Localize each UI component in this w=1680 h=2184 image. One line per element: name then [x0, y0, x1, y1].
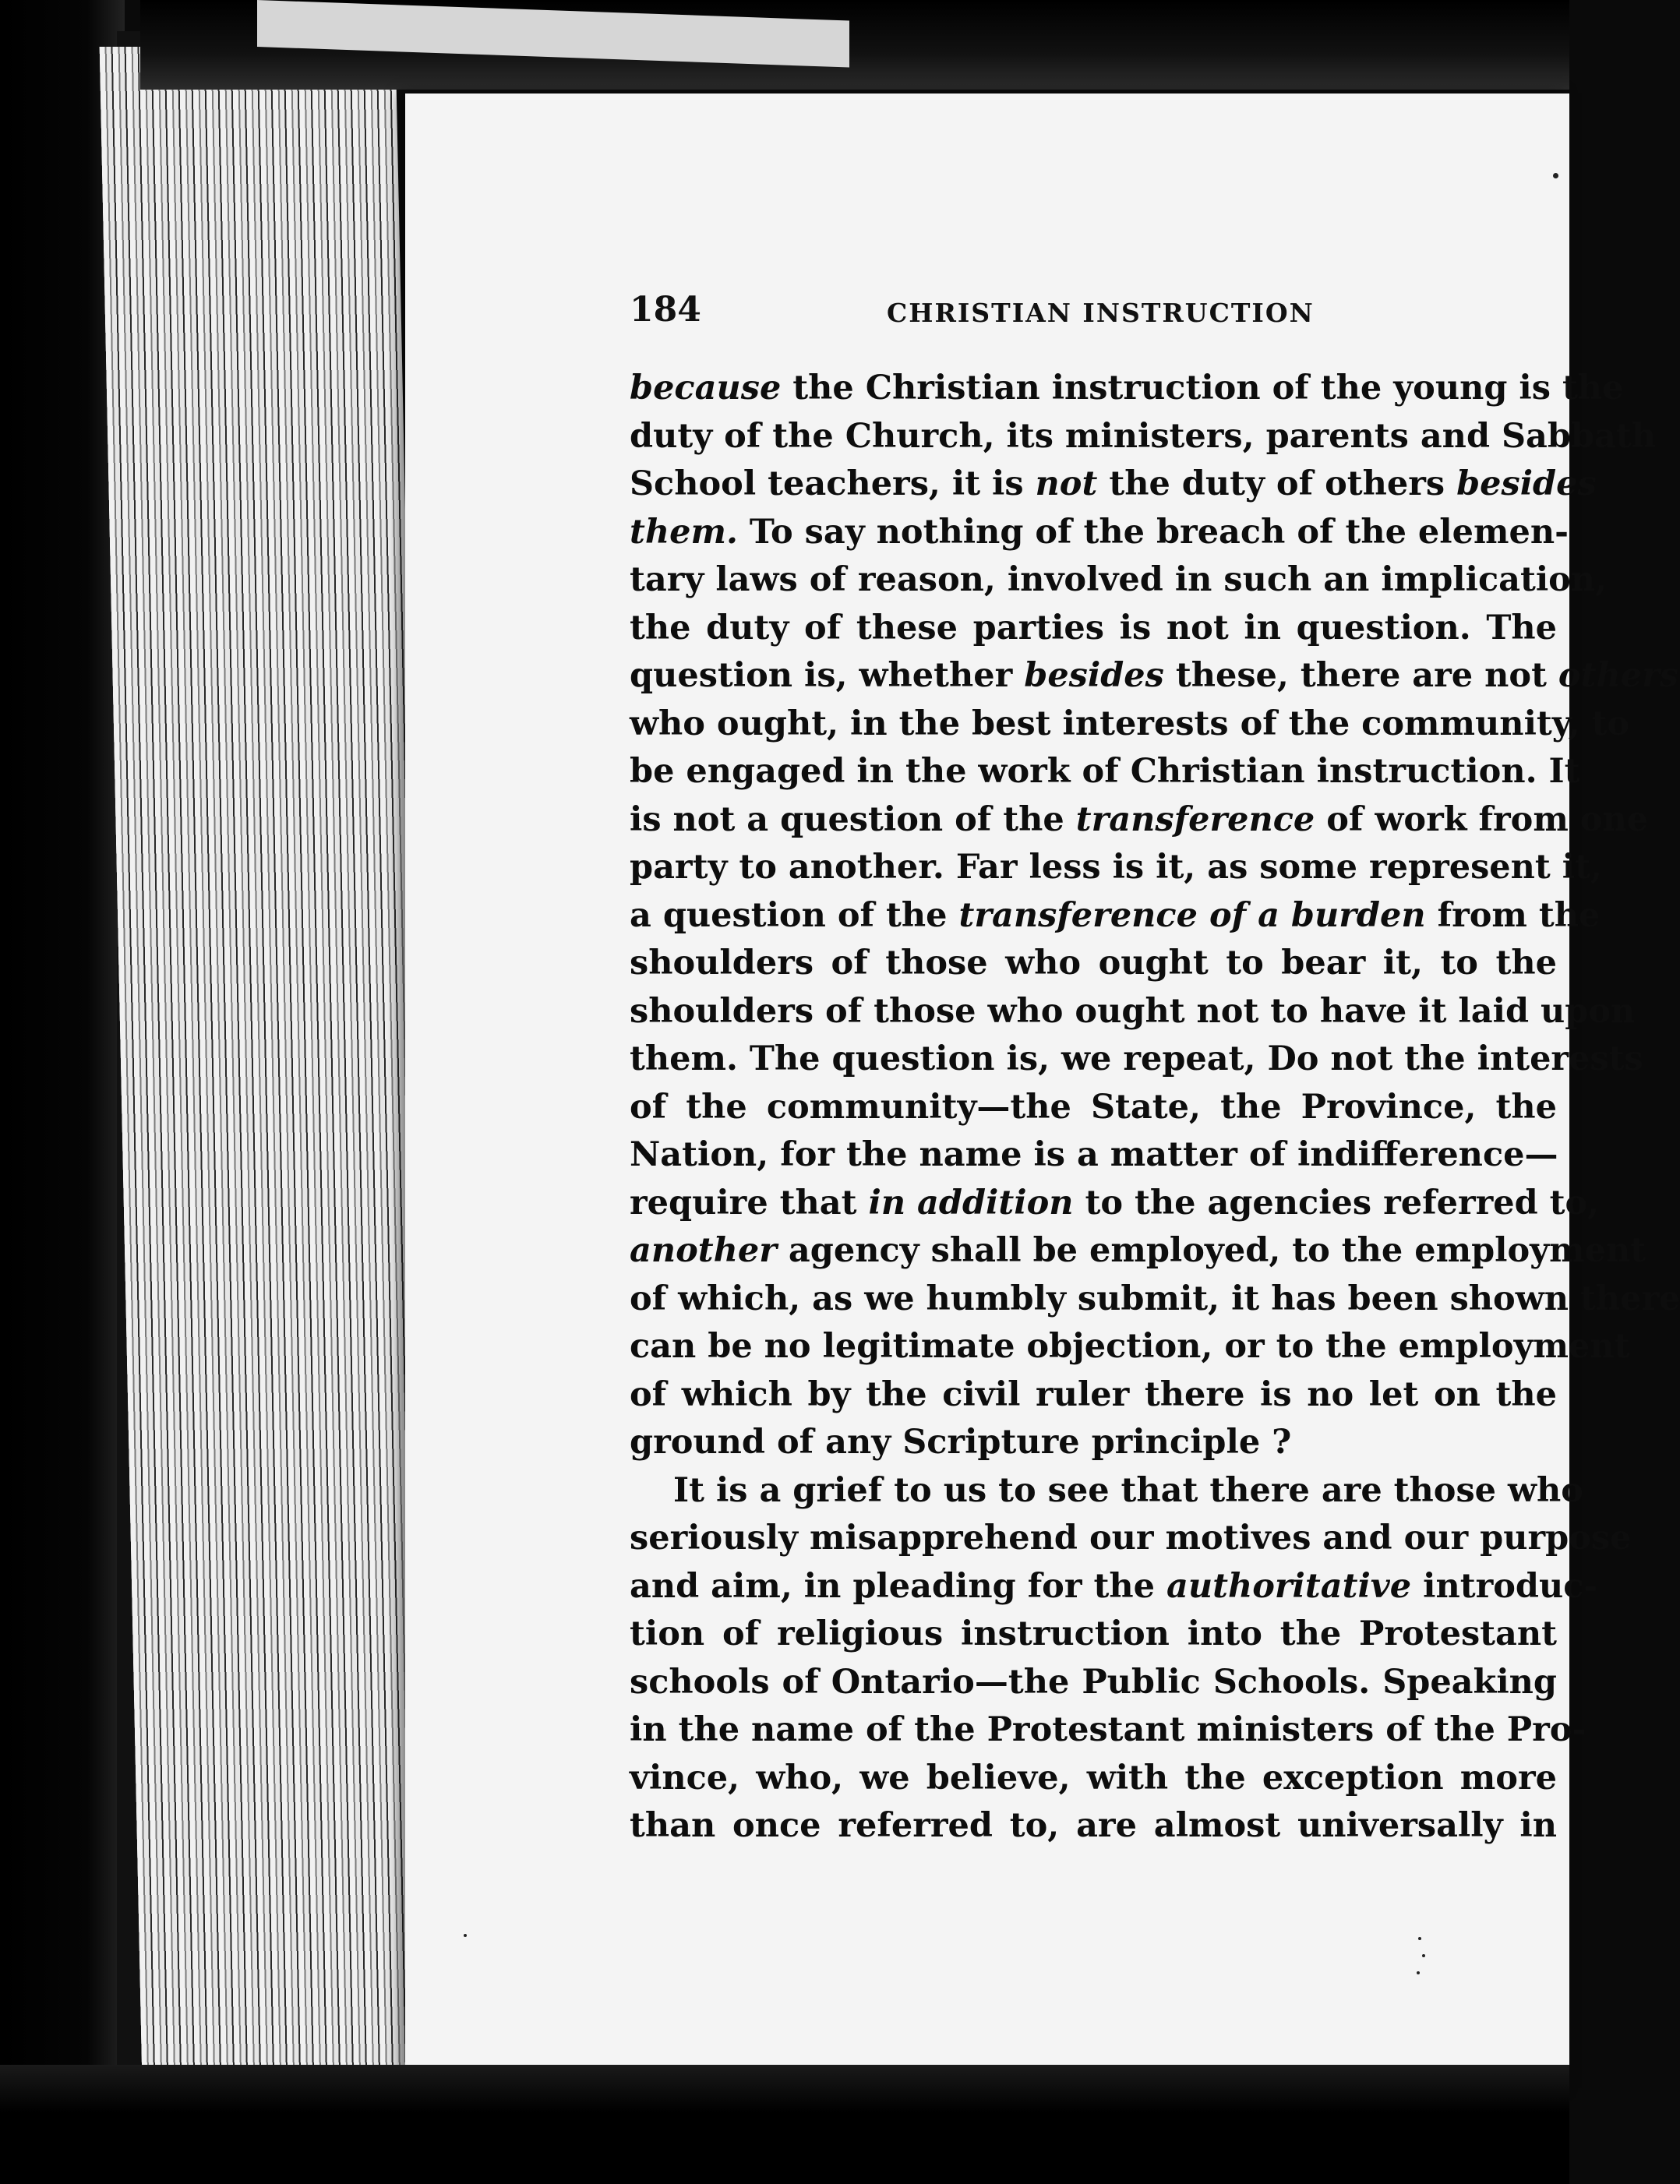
dust-speck — [1422, 1954, 1425, 1957]
italic-text: others — [1558, 656, 1678, 695]
text-segment: agency shall be employed, to the employment — [776, 1231, 1646, 1270]
text-line — [630, 1755, 1557, 1803]
text-segment: who ought, in the best interests of the community, to — [630, 704, 1630, 743]
text-line — [630, 365, 1624, 413]
text-line — [630, 556, 1608, 605]
text-segment: schools of Ontario—the Public Schools. Speaking — [630, 1662, 1557, 1702]
text-segment: be engaged in the work of Christian instruction. It — [630, 752, 1580, 791]
italic-text: in addition — [868, 1183, 1074, 1223]
text-line — [630, 1323, 1630, 1371]
text-line — [630, 1227, 1646, 1275]
text-segment: of which, as we humbly submit, it has been shown there — [630, 1279, 1680, 1318]
text-line — [630, 460, 1597, 509]
dust-speck — [1418, 1937, 1421, 1940]
text-segment: shoulders of those who ought not to have it laid upon — [630, 991, 1636, 1031]
dust-speck — [1417, 1971, 1420, 1974]
text-line — [630, 1802, 1557, 1851]
text-segment: can be no legitimate objection, or to the employment — [630, 1327, 1630, 1366]
text-segment: from the — [1425, 895, 1601, 935]
italic-text: not — [1035, 464, 1098, 503]
italic-text: transference of a burden — [958, 895, 1426, 935]
text-line — [630, 652, 1678, 700]
text-segment: duty of the Church, its ministers, parents and Sabbath — [630, 416, 1657, 456]
italic-text: another — [630, 1231, 777, 1270]
text-line — [630, 1180, 1600, 1228]
text-segment: in the name of the Protestant ministers of the Pro- — [630, 1710, 1586, 1749]
text-segment: tary laws of reason, involved in such an implication, — [630, 560, 1608, 599]
text-line — [630, 844, 1602, 892]
text-line — [630, 1467, 1583, 1515]
text-segment: them. The question is, we repeat, Do not the interests — [630, 1039, 1643, 1078]
text-segment: question is, whether — [630, 656, 1025, 695]
text-line — [630, 1706, 1586, 1755]
text-line — [630, 1371, 1557, 1420]
italic-text: besides — [1456, 464, 1597, 503]
italic-text: because — [630, 369, 782, 408]
text-line — [630, 700, 1630, 749]
body-text — [630, 365, 1680, 1851]
text-segment: the duty of others — [1097, 464, 1457, 503]
text-segment: vince, who, we believe, with the exception more — [630, 1758, 1557, 1798]
text-line — [630, 1131, 1557, 1180]
text-segment: To say nothing of the breach of the elemen- — [737, 512, 1569, 552]
text-segment: a question of the — [630, 895, 959, 935]
text-line — [630, 1036, 1643, 1084]
text-line — [630, 413, 1657, 461]
text-line — [630, 509, 1569, 557]
text-segment: and aim, in pleading for the — [630, 1566, 1166, 1606]
text-segment: It is a grief to us to see that there are those who — [673, 1470, 1583, 1510]
page-number: 184 — [630, 290, 701, 330]
italic-text: authoritative — [1166, 1566, 1412, 1606]
italic-text: besides — [1024, 656, 1164, 695]
text-segment: is not a question of the — [630, 799, 1076, 839]
text-segment: than once referred to, are almost universally in — [630, 1806, 1557, 1845]
running-head: CHRISTIAN INSTRUCTION — [887, 298, 1315, 328]
text-line — [630, 605, 1557, 653]
text-segment: party to another. Far less is it, as some represent it, — [630, 848, 1602, 887]
italic-text: transference — [1075, 799, 1315, 839]
text-segment: to the agencies referred to, — [1073, 1183, 1600, 1223]
text-line — [630, 1419, 1557, 1467]
text-segment: of the community—the State, the Province, the — [630, 1087, 1557, 1127]
text-segment: the Christian instruction of the young is the — [781, 369, 1624, 408]
text-line — [630, 1563, 1598, 1611]
dust-speck — [464, 1934, 467, 1937]
page-header — [630, 290, 1487, 337]
page-edges-stack — [100, 47, 439, 2088]
text-line — [630, 1084, 1557, 1132]
text-segment: require that — [630, 1183, 869, 1223]
text-line — [630, 1275, 1680, 1324]
text-line — [630, 748, 1580, 796]
bottom-shadow — [0, 2065, 1569, 2184]
text-line — [630, 1515, 1632, 1563]
text-segment: of work from one — [1315, 799, 1649, 839]
text-segment: seriously misapprehend our motives and our purpose — [630, 1519, 1632, 1558]
text-segment: School teachers, it is — [630, 464, 1036, 503]
text-line — [630, 1611, 1557, 1659]
text-segment: Nation, for the name is a matter of indifference— — [630, 1135, 1558, 1174]
italic-text: them. — [630, 512, 738, 552]
text-segment: ground of any Scripture principle ? — [630, 1423, 1292, 1462]
text-line — [630, 988, 1636, 1036]
text-line — [630, 1659, 1557, 1707]
text-segment: these, there are not — [1163, 656, 1558, 695]
text-line — [630, 940, 1557, 988]
text-segment: the duty of these parties is not in question. The — [630, 608, 1557, 647]
text-line — [630, 796, 1649, 845]
text-segment: tion of religious instruction into the Protestant — [630, 1614, 1557, 1653]
text-line — [630, 892, 1601, 940]
dust-speck — [1553, 173, 1558, 178]
text-segment: of which by the civil ruler there is no let on the — [630, 1374, 1557, 1414]
text-segment: shoulders of those who ought to bear it, to the — [630, 944, 1557, 983]
text-segment: introduc- — [1411, 1566, 1598, 1606]
